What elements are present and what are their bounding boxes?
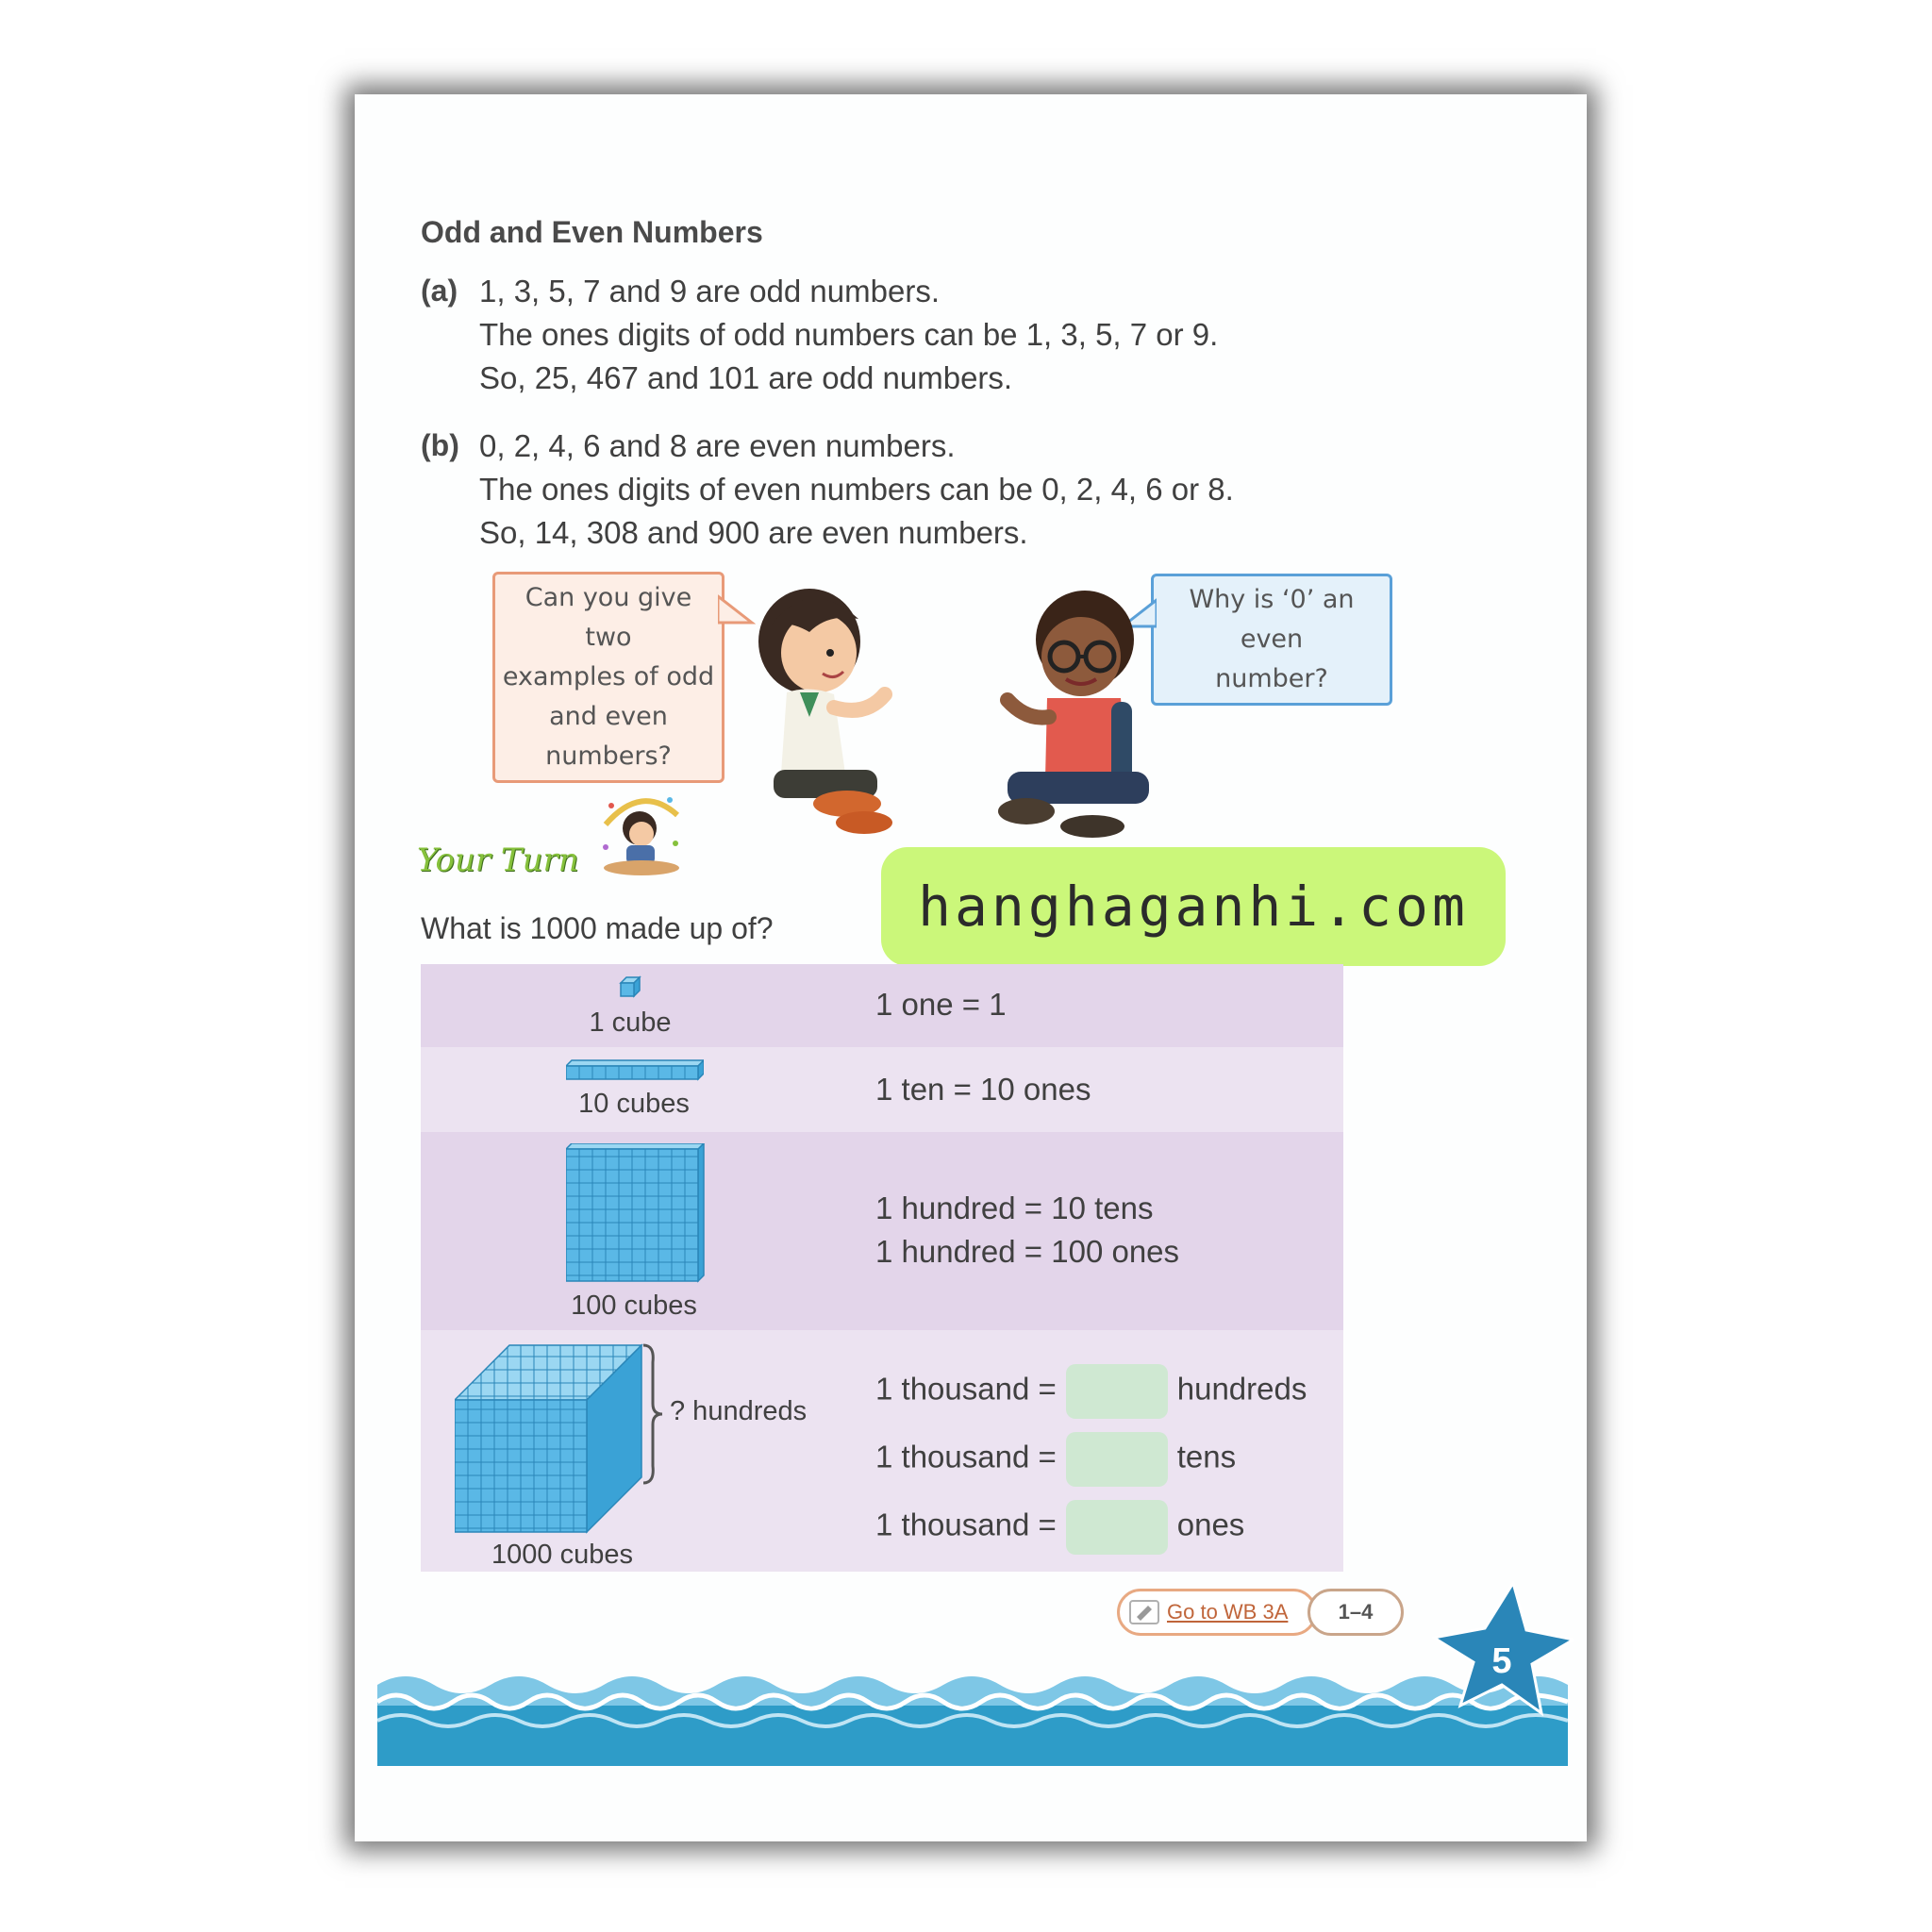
thousand-ones-row <box>875 1500 1244 1555</box>
caption-100-cubes: 100 cubes <box>571 1291 697 1321</box>
part-b-line-3: So, 14, 308 and 900 are even numbers. <box>479 515 1028 550</box>
your-turn-question: What is 1000 made up of? <box>421 911 774 945</box>
part-b-label: (b) <box>421 428 459 462</box>
bubble-right-line-2: number? <box>1215 664 1328 693</box>
table-row <box>421 1132 1343 1330</box>
part-a-line-1: 1, 3, 5, 7 and 9 are odd numbers. <box>479 274 940 308</box>
bubble-right-line-1: Why is ‘0’ an even <box>1189 585 1355 654</box>
page-number: 5 <box>1491 1641 1512 1681</box>
caption-1000-cubes: 1000 cubes <box>491 1540 633 1570</box>
answer-box-hundreds[interactable] <box>1066 1364 1168 1419</box>
workbook-label: Go to WB 3A <box>1167 1600 1289 1624</box>
pencil-book-icon <box>1129 1600 1159 1624</box>
one-cube-icon <box>619 975 641 998</box>
equation-ten: 1 ten = 10 ones <box>875 1072 1091 1107</box>
workbook-reference[interactable] <box>1117 1589 1317 1636</box>
caption-10-cubes: 10 cubes <box>578 1089 690 1119</box>
boy-right-illustration <box>970 579 1177 843</box>
equation-hundred-ones: 1 hundred = 100 ones <box>875 1234 1180 1269</box>
part-a-line-2: The ones digits of odd numbers can be 1, 3, 5, 7 or 9. <box>479 317 1219 352</box>
textbook-page <box>355 94 1587 1841</box>
brace-icon <box>641 1343 664 1485</box>
workbook-range: 1–4 <box>1307 1589 1404 1636</box>
hundred-flat-icon <box>566 1143 708 1285</box>
part-b-line-1: 0, 2, 4, 6 and 8 are even numbers. <box>479 428 956 463</box>
your-turn-title: Your Turn <box>417 841 579 879</box>
thousand-hundreds-row <box>875 1364 1307 1419</box>
equation-prefix: 1 thousand = <box>875 1371 1057 1407</box>
thousand-tens-row <box>875 1432 1236 1487</box>
unit-ones: ones <box>1176 1507 1245 1542</box>
boy-left-illustration <box>753 575 960 840</box>
unit-hundreds: hundreds <box>1176 1371 1307 1407</box>
table-row <box>421 1330 1343 1572</box>
brace-label: ? hundreds <box>670 1396 808 1426</box>
equation-prefix: 1 thousand = <box>875 1439 1057 1474</box>
answer-box-ones[interactable] <box>1066 1500 1168 1555</box>
bubble-left-line-3: and even numbers? <box>545 702 672 771</box>
part-b-line-2: The ones digits of even numbers can be 0, 2, 4, 6 or 8. <box>479 472 1234 507</box>
part-a-line-3: So, 25, 467 and 101 are odd numbers. <box>479 360 1013 395</box>
section-heading: Odd and Even Numbers <box>421 215 763 249</box>
table-row <box>421 1047 1343 1132</box>
table-row <box>421 964 1343 1047</box>
caption-1-cube: 1 cube <box>589 1008 672 1038</box>
bubble-left-tail <box>718 594 756 632</box>
part-a-label: (a) <box>421 274 458 308</box>
unit-tens: tens <box>1176 1439 1237 1474</box>
bubble-left-line-2: examples of odd <box>502 662 715 691</box>
equation-one: 1 one = 1 <box>875 987 1007 1022</box>
equation-prefix: 1 thousand = <box>875 1507 1057 1542</box>
speech-bubble-right <box>1151 574 1392 706</box>
thousand-cube-icon <box>455 1343 643 1536</box>
ocean-wave-footer <box>377 1647 1568 1766</box>
your-turn-mascot-icon <box>596 787 687 877</box>
speech-bubble-left <box>492 572 724 783</box>
bubble-left-line-1: Can you give two <box>525 583 692 652</box>
answer-box-tens[interactable] <box>1066 1432 1168 1487</box>
ten-rod-icon <box>566 1058 704 1081</box>
watermark-banner: hanghaganhi.com <box>881 847 1506 966</box>
equation-hundred-tens: 1 hundred = 10 tens <box>875 1191 1154 1225</box>
